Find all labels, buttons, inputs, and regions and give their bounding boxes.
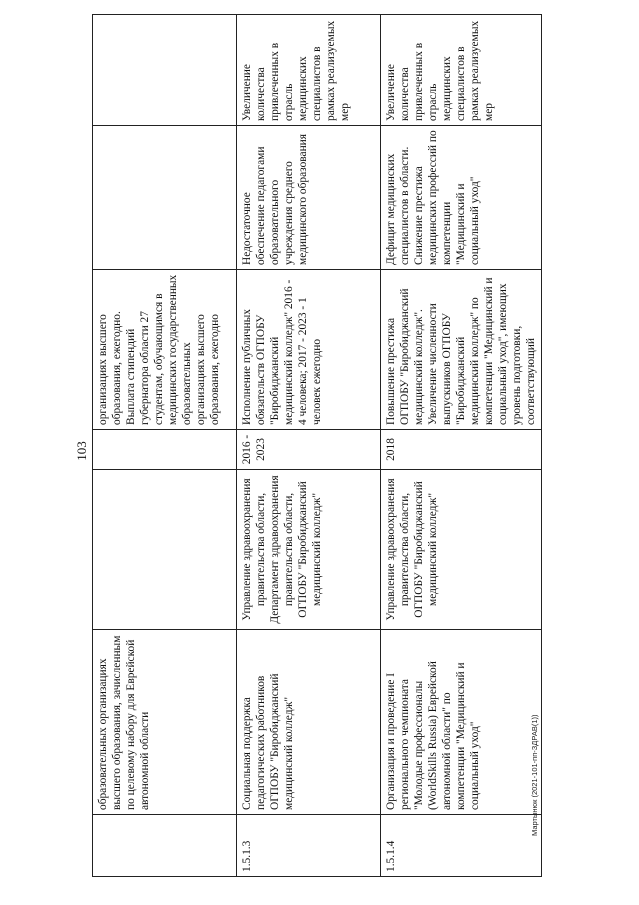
table-row (93, 15, 237, 877)
indicator-cell: организациях высшего образования, ежегодно. Выплата стипендий губернатора области 27 студентам, обучающимся в медицинских государственных образовательных организациях высшего образования, ежегодно (93, 270, 237, 430)
problem-cell: Дефицит медицинских специалистов в области. Снижение престижа медицинских профессий по компетенции "Медицинский и социальный уход" (381, 126, 542, 270)
row-number: 1.5.1.3 (237, 815, 381, 877)
measure-cell: Социальная поддержка педагогических работников ОГПОБУ "Биробиджанский медицинский колледж" (237, 630, 381, 815)
executor-cell (93, 470, 237, 630)
problem-cell: Недостаточное обеспечение педагогами образовательного учреждения среднего медицинского образования (237, 126, 381, 270)
table-row (381, 15, 542, 877)
period-cell (93, 430, 237, 470)
result-cell (93, 15, 237, 126)
indicator-cell: Исполнение публичных обязательств ОГПОБУ "Биробиджанский медицинский колледж" 2016 - 4 человека; 2017 - 2023 - 1 человек ежегодно (237, 270, 381, 430)
page-number: 103 (74, 441, 89, 461)
executor-cell: Управление здравоохранения правительства области, ОГПОБУ "Биробиджанский медицинский колледж" (381, 470, 542, 630)
result-cell: Увеличение количества привлеченных в отрасль медицинских специалистов в рамках реализуемых мер (237, 15, 381, 126)
measure-cell: Организация и проведение I регионального чемпионата "Молодые профессионалы (WorldSkills Russia) Еврейской автономной области" по компетенции "Медицинский и социальный уход" (381, 630, 542, 815)
measure-cell: образовательных организациях высшего образования, зачисленным по целевому набору для Еврейской автономной области (93, 630, 237, 815)
row-number: 1.5.1.4 (381, 815, 542, 877)
row-number (93, 815, 237, 877)
indicator-cell: Повышение престижа ОГПОБУ "Биробиджанский медицинский колледж". Увеличение численности выпускников ОГПОБУ "Биробиджанский медицинский колледж" по компетенции "Медицинский и социальный уход", имеющих уровень подготовки, соответствующий (381, 270, 542, 430)
footer-code: Мартынюк (2021-101-пп-ЗДРАВ(1)) (530, 714, 539, 836)
result-cell: Увеличение количества привлеченных в отрасль медицинских специалистов в рамках реализуемых мер (381, 15, 542, 126)
table-row (237, 15, 381, 877)
problem-cell (93, 126, 237, 270)
measures-table (92, 14, 542, 877)
period-cell: 2018 (381, 430, 542, 470)
period-cell: 2016 - 2023 (237, 430, 381, 470)
executor-cell: Управление здравоохранения правительства области, Департамент здравоохранения правительства области, ОГПОБУ "Биробиджанский медицинский колледж" (237, 470, 381, 630)
